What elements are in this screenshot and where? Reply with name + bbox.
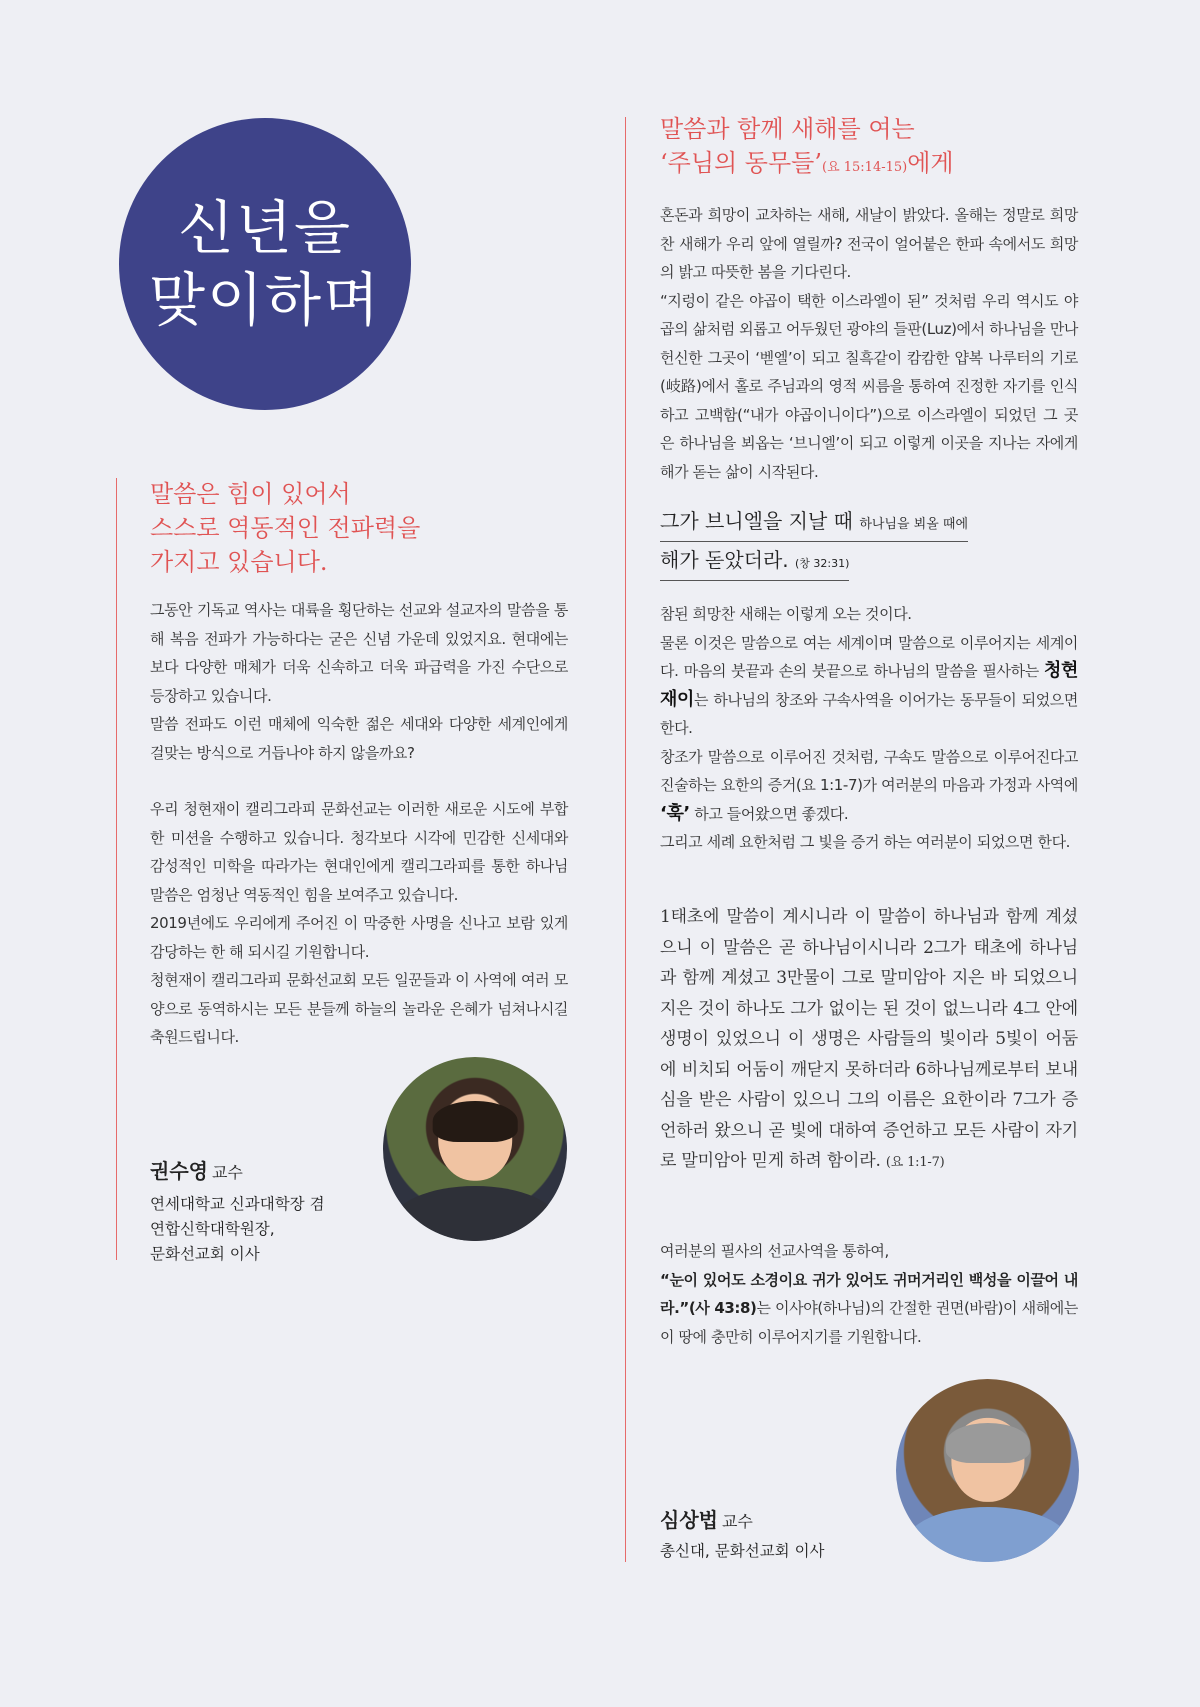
right-para-2: “지렁이 같은 야곱이 택한 이스라엘이 된” 것처럼 우리 역시도 야곱의 삶처럼 외롭고 어두웠던 광야의 들판(Luz)에서 하나님을 만나 헌신한 그곳이 ‘벧엘’이 되고 칠흑같이 캄캄한 얍복 나루터의 기로(岐路)에서 홀로 주님과의 영적 씨름을 통하여 진정한 자기를 인식하고 고백함(“내가 야곱이니이다”)으로 이스라엘이 되었던 그 곳은 하나님을 뵈옵는 ‘브니엘’이 되고 이렇게 이곳을 지나는 자에게 해가 돋는 삶이 시작된다.: [660, 291, 1079, 481]
right-para-4: [660, 629, 1078, 743]
right-closing: [660, 1237, 1078, 1351]
right-body: [660, 600, 1078, 857]
left-para-3: 우리 청현재이 캘리그라피 문화선교는 이러한 새로운 시도에 부합한 미션을 수행하고 있습니다. 청각보다 시각에 민감한 신세대와 감성적인 미학을 따라가는 현대인에게 캘리그라피를 통한 하나님 말씀은 엄청난 역동적인 힘을 보여주고 있습니다.: [150, 800, 568, 904]
right-para-5b: 하고 들어왔으면 좋겠다.: [689, 804, 849, 823]
title-circle: [119, 118, 411, 410]
right-para-6: 그리고 세례 요한처럼 그 빛을 증거 하는 여러분이 되었으면 한다.: [660, 833, 1071, 851]
verse-callout: [660, 507, 1078, 581]
left-sig-title: 교수: [211, 1163, 243, 1182]
scripture-text: 1태초에 말씀이 계시니라 이 말씀이 하나님과 함께 계셨으니 이 말씀은 곧 하나님이시니라 2그가 태초에 하나님과 함께 계셨고 3만물이 그로 말미암아 지은 바 되었으니 지은 것이 하나도 그가 없이는 된 것이 없느니라 4그 안에 생명이 있었으니 이 생명은 사람들의 빛이라 5빛이 어둠에 비치되 어둠이 깨닫지 못하더라 6하나님께로부터 보내심을 받은 사람이 있으니 그의 이름은 요한이라 7그가 증언하러 왔으니 곧 빛에 대하여 증언하고 모든 사람이 자기로 말미암아 믿게 하려 함이라.: [660, 907, 1078, 1171]
right-para-7: 여러분의 필사의 선교사역을 통하여,: [660, 1242, 889, 1260]
left-sig-name: 권수영: [150, 1159, 208, 1183]
right-para-5a: 창조가 말씀으로 이루어진 것처럼, 구속도 말씀으로 이루어진다고 진술하는 요한의 증거(요 1:1-7)가 여러분의 마음과 가정과 사역에: [660, 747, 1078, 794]
scripture-block: [660, 902, 1078, 1179]
right-para-8-bold: “눈이 있어도 소경이요 귀가 있어도 귀머거리인 백성을 이끌어 내라.”(사 43:8): [660, 1270, 1078, 1317]
right-sig-title: 교수: [721, 1512, 753, 1531]
left-divider: [116, 478, 117, 1260]
verse-line-1: 그가 브니엘을 지날 때: [660, 509, 853, 533]
left-para-1: 그동안 기독교 역사는 대륙을 횡단하는 선교와 설교자의 말씀을 통해 복음 전파가 가능하다는 굳은 신념 가운데 있었지요. 현대에는 보다 다양한 매체가 더욱 신속하고 더욱 파급력을 가진 수단으로 등장하고 있습니다.: [150, 601, 568, 705]
left-signature: [150, 1155, 568, 1267]
right-sig-aff: 총신대, 문화선교회 이사: [660, 1542, 825, 1560]
scripture-ref: (요 1:1-7): [885, 1155, 945, 1170]
left-heading-line-1: 말씀은 힘이 있어서: [150, 480, 351, 508]
left-sig-aff-2: 연합신학대학원장,: [150, 1220, 275, 1238]
left-para-2: 말씀 전파도 이런 매체에 익숙한 젊은 세대와 다양한 세계인에게 걸맞는 방식으로 거듭나야 하지 않을까요?: [150, 715, 568, 762]
left-heading: [150, 477, 568, 579]
verse-ref: (창 32:31): [795, 557, 850, 570]
title-line-1: 신년을: [177, 194, 353, 262]
right-sig-name: 심상법: [660, 1508, 718, 1532]
left-sig-aff-1: 연세대학교 신과대학장 겸: [150, 1195, 325, 1213]
title-line-2: 맞이하며: [148, 266, 382, 334]
right-divider: [625, 117, 626, 1562]
right-heading-line-2: ‘주님의 동무들’: [660, 149, 822, 177]
right-para-4a: 물론 이것은 말씀으로 여는 세계이며 말씀으로 이루어지는 세계이다. 마음의 붓끝과 손의 붓끝으로 하나님의 말씀을 필사하는: [660, 633, 1078, 680]
right-intro: [660, 201, 1078, 486]
right-para-4b: 는 하나님의 창조와 구속사역을 이어가는 동무들이 되었으면 한다.: [660, 690, 1078, 737]
right-heading: [660, 112, 1078, 185]
right-para-1: 혼돈과 희망이 교차하는 새해, 새날이 밝았다. 올해는 정말로 희망찬 새해가 우리 앞에 열릴까? 전국이 얼어붙은 한파 속에서도 희망의 밝고 따뜻한 봄을 기다린다.: [660, 206, 1078, 281]
right-para-5-bold: ‘훅’: [660, 802, 690, 824]
right-para-5: [660, 743, 1078, 829]
right-para-3: 참된 희망찬 새해는 이렇게 오는 것이다.: [660, 605, 912, 623]
right-heading-end: 에게: [907, 149, 954, 177]
left-heading-line-3: 가지고 있습니다.: [150, 548, 328, 576]
right-para-8b: 는 이사야(하나님)의 간절한 권면(바람)이 새해에는 이 땅에 충만히 이루어지기를 기원합니다.: [660, 1299, 1078, 1346]
left-sig-aff-3: 문화선교회 이사: [150, 1245, 260, 1263]
right-heading-line-1: 말씀과 함께 새해를 여는: [660, 115, 915, 143]
right-heading-ref: (요 15:14-15): [822, 160, 908, 175]
left-para-4: 2019년에도 우리에게 주어진 이 막중한 사명을 신나고 보람 있게 감당하는 한 해 되시길 기원합니다.: [150, 914, 568, 961]
left-body: [150, 596, 568, 1052]
right-para-4-bold: 청현재이: [660, 660, 1078, 710]
verse-line-1-small: 하나님을 뵈올 때에: [859, 517, 969, 532]
left-heading-line-2: 스스로 역동적인 전파력을: [150, 514, 421, 542]
right-signature: [660, 1504, 1078, 1564]
verse-line-2: 해가 돋았더라.: [660, 548, 789, 572]
left-para-5: 청현재이 캘리그라피 문화선교회 모든 일꾼들과 이 사역에 여러 모양으로 동역하시는 모든 분들께 하늘의 놀라운 은혜가 넘쳐나시길 축원드립니다.: [150, 971, 568, 1046]
